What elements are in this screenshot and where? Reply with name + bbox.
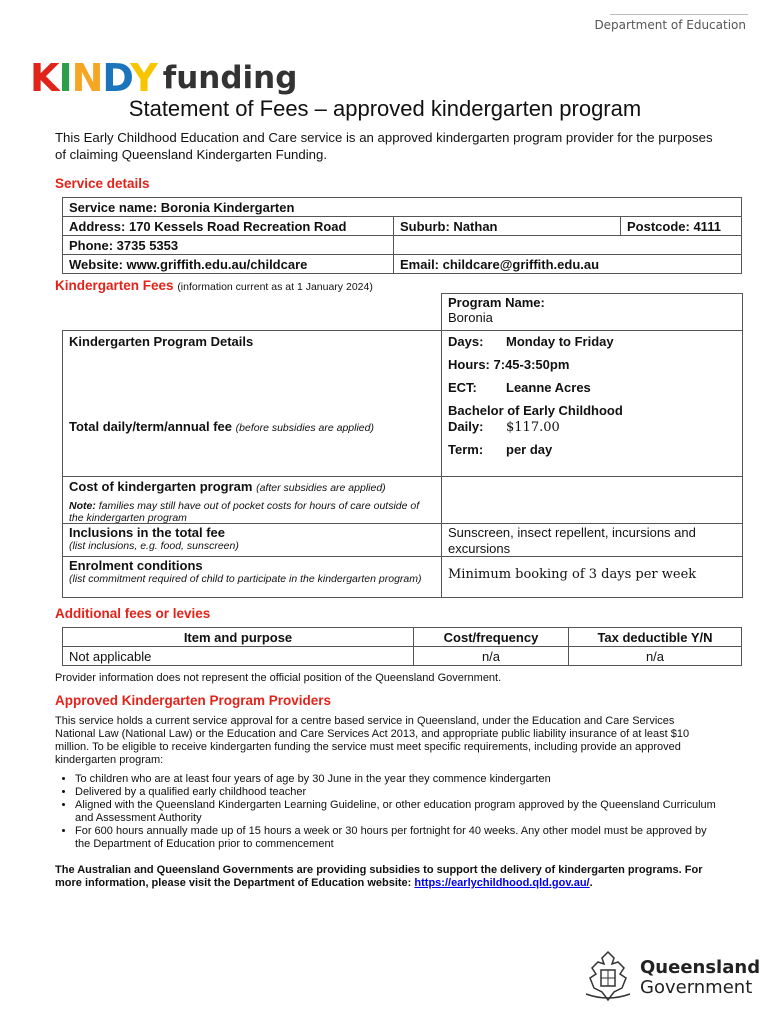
service-phone: Phone: 3735 5353: [63, 236, 394, 255]
ect-value: Leanne Acres: [506, 380, 591, 395]
funding-logo-word: funding: [162, 60, 298, 96]
additional-header-row: [63, 628, 742, 647]
providers-paragraph: This service holds a current service approval for a centre based service in Queensland, under the Education and Care Services National Law (National Law) or the Education and Care Services Act 2013, and appropriate public liability insurance of at least $10 million. To be eligible to receive kindergarten funding the service must meet specific requirements, including provide an approved kindergarten program:: [55, 715, 690, 766]
department-label: Department of Education: [594, 18, 746, 32]
hours-label: Hours:: [448, 357, 490, 372]
cost-value-cell: [441, 476, 743, 524]
daily-row: [448, 419, 560, 435]
cost-cell: [62, 476, 442, 524]
list-item: • For 600 hours annually made up of 15 hours a week or 30 hours per fortnight for 40 weeks. Any other model must be approved by the Department of Education prior to commencement: [75, 825, 720, 851]
service-details-table: [62, 197, 742, 274]
service-details-heading: Service details: [55, 176, 150, 191]
ect-row: [448, 380, 591, 395]
service-suburb: Suburb: Nathan: [394, 217, 621, 236]
additional-fees-table: [62, 627, 742, 666]
total-fee-line: [69, 419, 374, 434]
enrolment-label: Enrolment conditions: [69, 558, 203, 573]
additional-cell: n/a: [414, 647, 569, 666]
qld-wordmark-line1: Queensland: [640, 957, 761, 978]
program-details-cell: [62, 330, 442, 477]
service-email: Email: childcare@griffith.edu.au: [394, 255, 742, 274]
enrolment-cell: [62, 556, 442, 598]
cost-note-line: [69, 500, 435, 524]
days-label: Days:: [448, 334, 484, 349]
inclusions-label: Inclusions in the total fee: [69, 525, 226, 540]
qld-coat-of-arms-icon: [578, 948, 638, 1004]
kindy-logo-word: KINDY: [30, 56, 157, 100]
additional-cell: n/a: [569, 647, 742, 666]
hours-value: 7:45-3:50pm: [493, 357, 570, 372]
fees-table: [62, 293, 742, 627]
list-item: • To children who are at least four years of age by 30 June in the year they commence kindergarten: [75, 773, 720, 786]
list-item: • Aligned with the Queensland Kindergarten Learning Guideline, or other education program approved by the Queensland Curriculum and Assessment Authority: [75, 799, 720, 825]
program-name-value: Boronia: [448, 310, 493, 325]
service-address: Address: 170 Kessels Road Recreation Road: [63, 217, 394, 236]
table-row: [63, 647, 742, 666]
additional-col-header: Tax deductible Y/N: [569, 628, 742, 647]
additional-col-header: Item and purpose: [63, 628, 414, 647]
enrolment-value: Minimum booking of 3 days per week: [441, 556, 743, 598]
footer-statement: The Australian and Queensland Governments are providing subsidies to support the delivery of kindergarten programs. For more information, please visit the Department of Education website:: [55, 864, 703, 889]
fees-heading: Kindergarten Fees: [55, 278, 174, 293]
inclusions-note: (list inclusions, e.g. food, sunscreen): [69, 540, 239, 552]
service-website: Website: www.griffith.edu.au/childcare: [63, 255, 394, 274]
providers-bullet-list: [55, 773, 720, 851]
total-fee-label: Total daily/term/annual fee: [69, 419, 233, 434]
program-name-cell: [441, 293, 743, 331]
qld-government-wordmark: [640, 958, 760, 998]
daily-value: $117.00: [506, 420, 560, 435]
additional-col-header: Cost/frequency: [414, 628, 569, 647]
days-row: [448, 334, 614, 349]
service-name: Service name: Boronia Kindergarten: [63, 198, 742, 217]
program-name-label: Program Name:: [448, 295, 545, 310]
additional-cell: Not applicable: [63, 647, 414, 666]
note-label: Note:: [69, 500, 96, 512]
total-fee-note: (before subsidies are applied): [235, 422, 374, 434]
list-item: • Delivered by a qualified early childhood teacher: [75, 786, 720, 799]
qualification-value: Bachelor of Early Childhood: [448, 403, 623, 418]
enrolment-note: (list commitment required of child to participate in the kindergarten program): [69, 573, 422, 585]
additional-heading: Additional fees or levies: [55, 606, 211, 621]
header-rule: [610, 14, 748, 15]
cost-label: Cost of kindergarten program: [69, 479, 253, 494]
page-title: Statement of Fees – approved kindergarten program: [128, 96, 642, 121]
service-empty-cell: [394, 236, 742, 255]
education-website-link[interactable]: https://earlychildhood.qld.gov.au/: [414, 877, 590, 889]
inclusions-value: Sunscreen, insect repellent, incursions and excursions: [441, 523, 743, 557]
term-label: Term:: [448, 442, 484, 457]
qld-wordmark-line2: Government: [640, 977, 753, 998]
kindy-funding-logo: [30, 54, 297, 98]
intro-text: This Early Childhood Education and Care service is an approved kindergarten program provider for the purposes of claiming Queensland Kindergarten Funding.: [55, 130, 713, 162]
term-row: [448, 442, 552, 457]
program-details-label: Kindergarten Program Details: [69, 334, 254, 349]
providers-heading: Approved Kindergarten Program Providers: [55, 693, 332, 708]
program-values-cell: [441, 330, 743, 477]
days-value: Monday to Friday: [506, 334, 614, 349]
inclusions-cell: [62, 523, 442, 557]
cost-note: (after subsidies are applied): [256, 482, 386, 494]
hours-row: [448, 357, 569, 372]
footer-period: .: [589, 877, 593, 889]
ect-label: ECT:: [448, 380, 477, 395]
fees-heading-note: (information current as at 1 January 2024): [177, 281, 373, 293]
disclaimer: Provider information does not represent the official position of the Queensland Government.: [55, 672, 502, 684]
footer-statement-block: [55, 864, 725, 890]
fees-heading-line: [55, 278, 373, 293]
service-postcode: Postcode: 4111: [621, 217, 742, 236]
note-text: families may still have out of pocket costs for hours of care outside of the kindergarten program: [69, 500, 420, 524]
term-value: per day: [506, 442, 553, 457]
daily-label: Daily:: [448, 419, 484, 434]
additional-body: [63, 647, 742, 666]
